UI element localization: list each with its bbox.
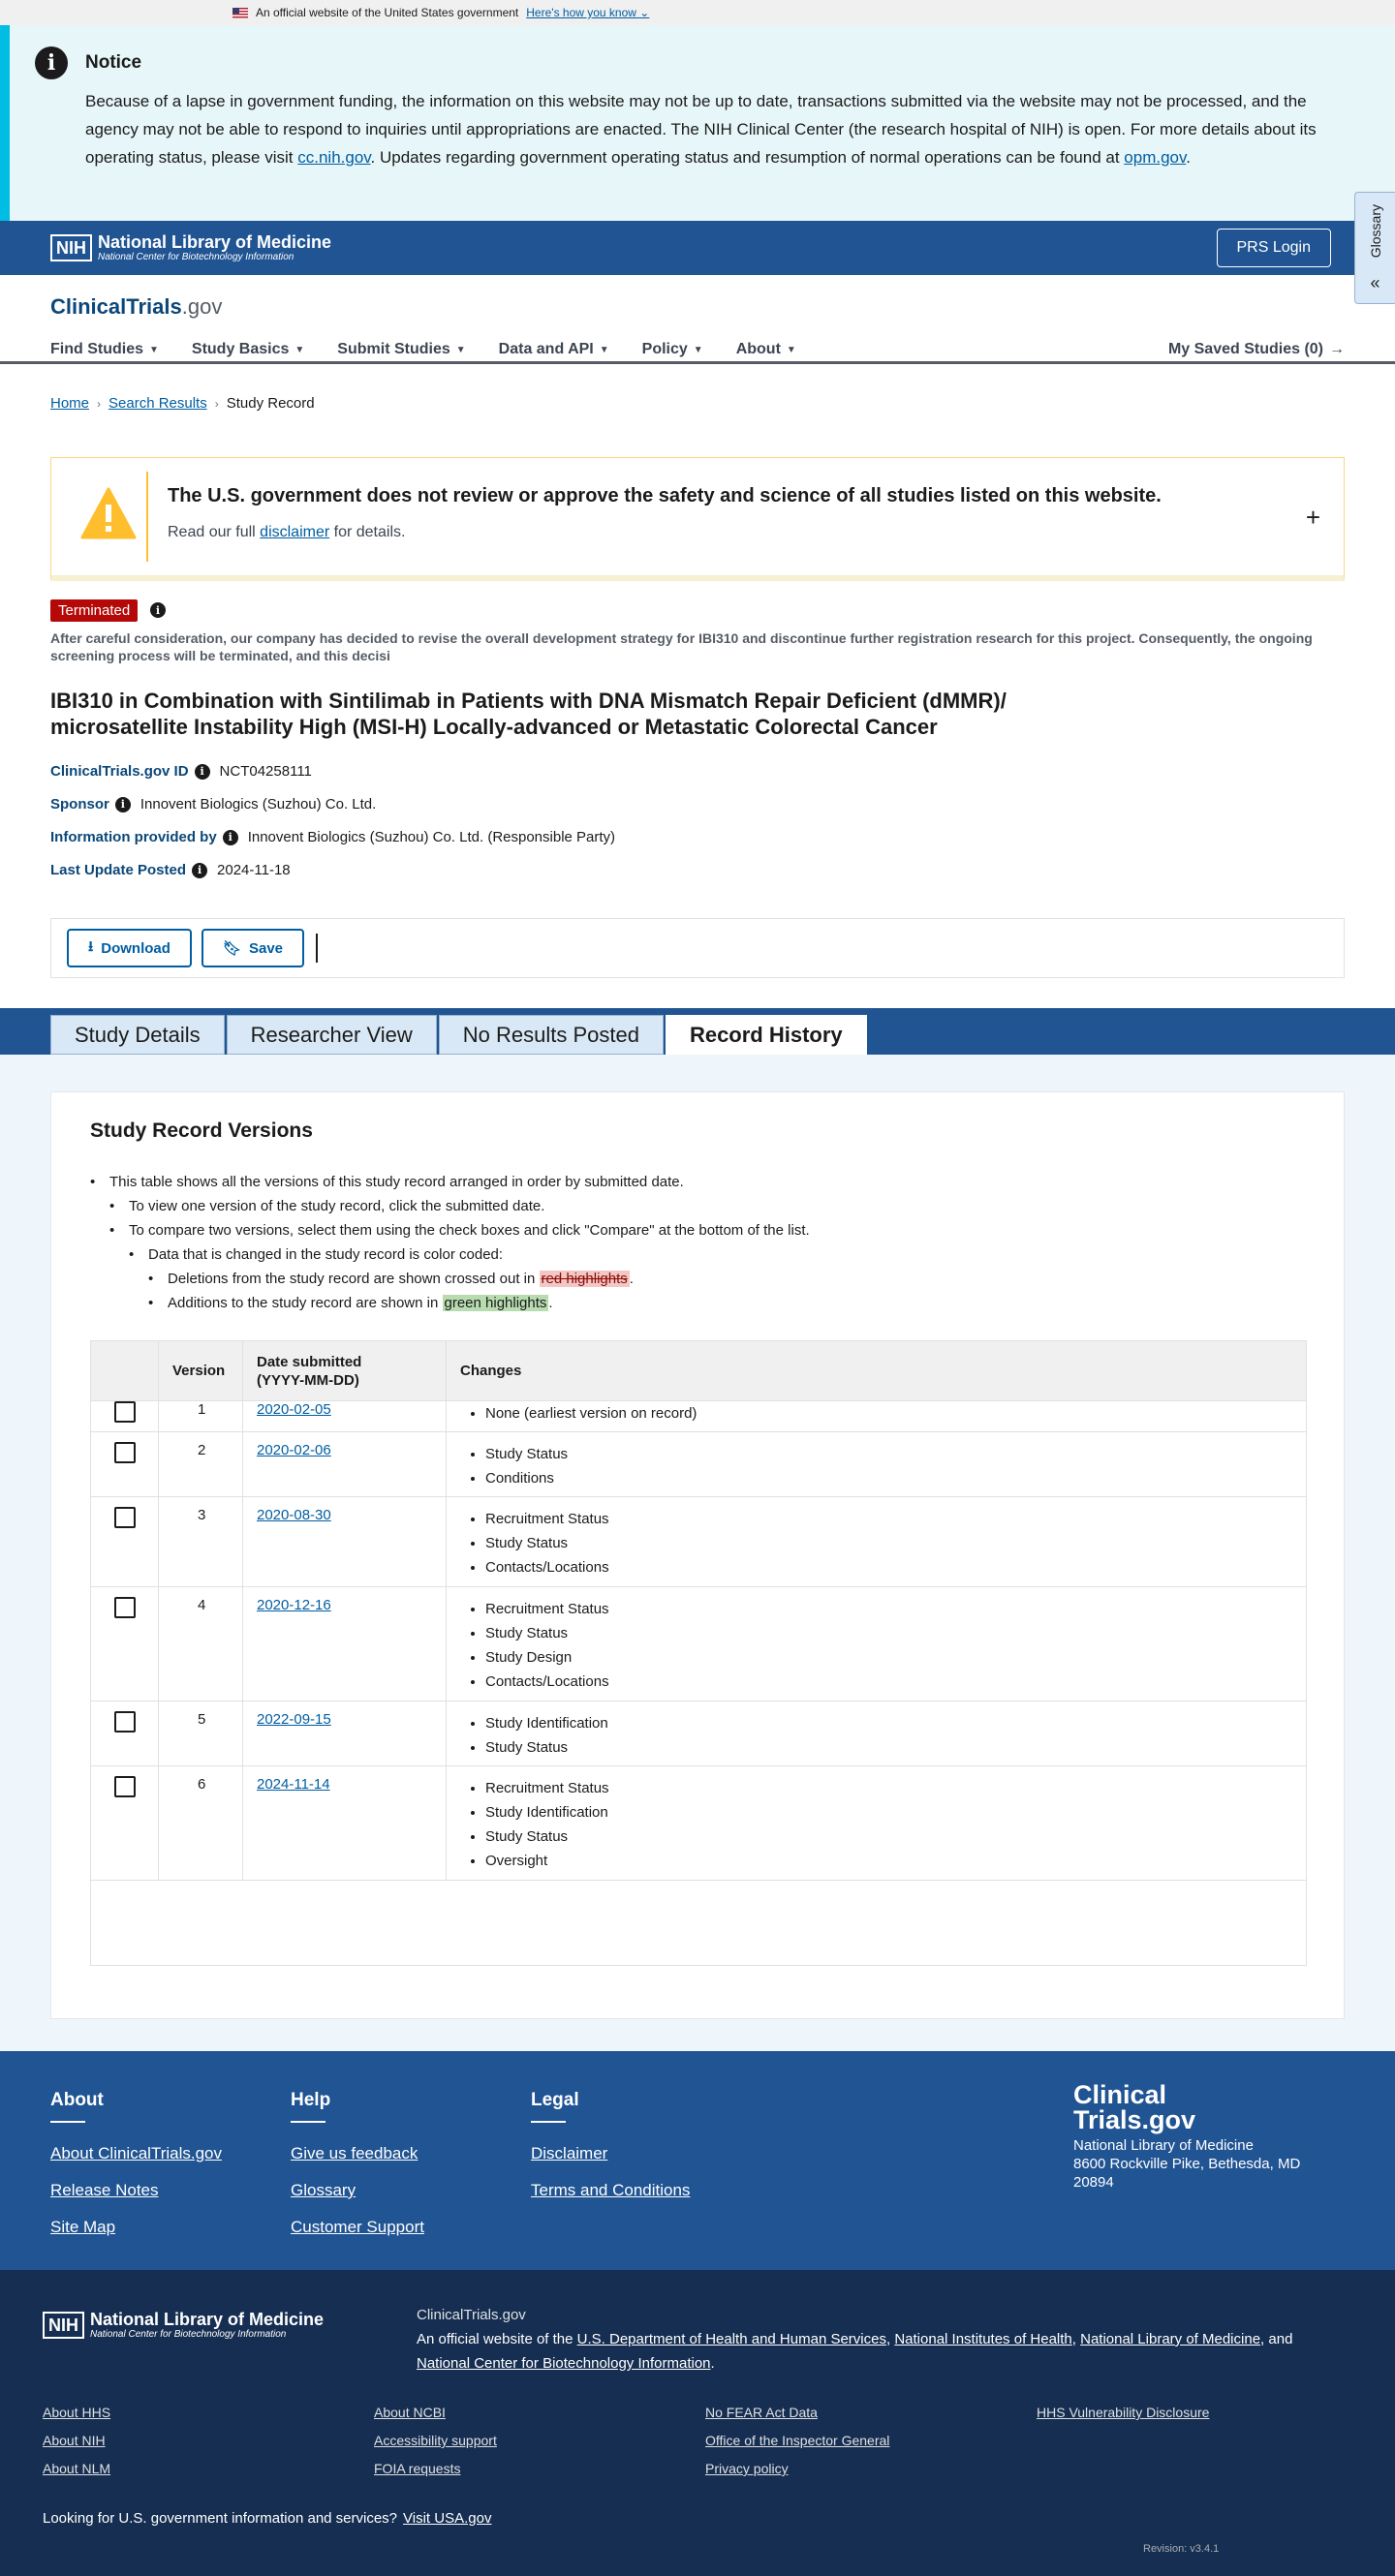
footer-org: National Library of Medicine [1073, 2137, 1254, 2154]
disclaimer-divider [146, 472, 148, 562]
version-date-link[interactable]: 2024-11-14 [257, 1776, 330, 1793]
chevron-down-icon: ▼ [599, 344, 609, 355]
footer-link[interactable]: Customer Support [291, 2218, 424, 2236]
version-number: 5 [159, 1702, 243, 1765]
tab-no-results-posted[interactable]: No Results Posted [439, 1015, 664, 1055]
footer-gov-statement: ClinicalTrials.gov An official website of the U.S. Department of Health and Human Services, National Institutes of Health, National Library of Medicine, and National Center for Biotechnology Information. [417, 2303, 1327, 2376]
nlm-title: National Library of Medicine [98, 232, 332, 252]
version-date-link[interactable]: 2020-02-05 [257, 1401, 331, 1418]
footer-heading: About [50, 2090, 222, 2123]
nih-logo-mark: NIH [50, 234, 92, 261]
site-header [0, 275, 1395, 364]
table-row [91, 1766, 1306, 1881]
study-title: IBI310 in Combination with Sintilimab in Patients with DNA Mismatch Repair Deficient (dMMR)/ microsatellite Instability High (MSI-H) Locally-advanced or Metastatic Colorectal Cancer [50, 689, 1007, 739]
green-highlight-sample: green highlights [444, 1295, 547, 1311]
footer-link[interactable]: Office of the Inspector General [705, 2433, 890, 2448]
change-item: • Recruitment Status [485, 1776, 1306, 1800]
footer-link[interactable]: Release Notes [50, 2181, 159, 2199]
footer-help-col [291, 2090, 424, 2239]
chevron-down-icon: ▼ [294, 344, 305, 355]
footer-heading: Legal [531, 2090, 690, 2123]
table-row [91, 1587, 1306, 1702]
nih-logo-mark: NIH [43, 2312, 84, 2339]
disclaimer-title: The U.S. government does not review or approve the safety and science of all studies listed on this website. [168, 485, 1162, 506]
footer-link[interactable]: HHS Vulnerability Disclosure [1037, 2405, 1210, 2420]
breadcrumb-home[interactable]: Home [50, 395, 90, 412]
instruction-item: • This table shows all the versions of this study record arranged in order by submitted date. [90, 1170, 810, 1194]
download-button[interactable]: ⭳ Download [67, 929, 192, 967]
chevron-down-icon: ▼ [149, 344, 159, 355]
version-number: 4 [159, 1587, 243, 1701]
footer-link[interactable]: Glossary [291, 2181, 356, 2199]
info-icon: i [35, 46, 68, 79]
footer-usa-gov: Looking for U.S. government information and services? Visit USA.gov [43, 2510, 492, 2527]
change-item: • Recruitment Status [485, 1507, 1306, 1531]
footer-link[interactable]: Disclaimer [531, 2144, 608, 2162]
footer-brand [1073, 2082, 1300, 2192]
footer-link[interactable]: Privacy policy [705, 2461, 789, 2476]
change-item: • Oversight [485, 1849, 1306, 1873]
actions-divider [316, 934, 318, 963]
chevron-right-icon: › [214, 396, 219, 411]
meta-last-update-posted: Last Update Posted i 2024-11-18 [50, 862, 291, 878]
version-checkbox[interactable] [114, 1507, 136, 1528]
change-item: • Contacts/Locations [485, 1555, 1306, 1579]
ncbi-link[interactable]: National Center for Biotechnology Information [417, 2355, 711, 2372]
version-checkbox[interactable] [114, 1401, 136, 1423]
version-checkbox[interactable] [114, 1711, 136, 1733]
change-item: • Study Identification [485, 1711, 1306, 1735]
change-item: • Study Design [485, 1645, 1306, 1670]
info-icon[interactable]: i [195, 764, 210, 780]
change-item: • Study Status [485, 1735, 1306, 1760]
expand-plus-icon[interactable]: + [1305, 503, 1320, 532]
info-icon[interactable]: i [223, 830, 238, 845]
table-row [91, 1702, 1306, 1766]
prs-login-button[interactable]: PRS Login [1217, 229, 1332, 267]
cc-nih-link[interactable]: cc.nih.gov [297, 148, 371, 167]
heres-how-you-know-link[interactable]: Here's how you know ⌄ [526, 6, 650, 19]
nlm-subtitle: National Center for Biotechnology Information [90, 2329, 287, 2340]
status-badge: Terminated [50, 599, 138, 622]
footer-link[interactable]: Site Map [50, 2218, 116, 2236]
version-number: 1 [159, 1392, 243, 1431]
footer-link[interactable]: About NIH [43, 2433, 106, 2448]
record-history-section [0, 1055, 1395, 2051]
header-date: Date submitted (YYYY-MM-DD) [243, 1341, 447, 1400]
breadcrumb-current: Study Record [226, 395, 315, 412]
version-date-link[interactable]: 2020-08-30 [257, 1507, 331, 1523]
meta-sponsor: Sponsor i Innovent Biologics (Suzhou) Co. Ltd. [50, 796, 377, 813]
version-number: 2 [159, 1432, 243, 1496]
footer-bottom [0, 2270, 1395, 2576]
version-checkbox[interactable] [114, 1776, 136, 1797]
download-icon: ⭳ [88, 937, 94, 955]
usa-gov-link[interactable]: Visit USA.gov [403, 2510, 492, 2527]
notice-title: Notice [85, 52, 142, 73]
footer-link[interactable]: Terms and Conditions [531, 2181, 691, 2199]
version-date-link[interactable]: 2022-09-15 [257, 1711, 331, 1728]
change-item: • Conditions [485, 1466, 1306, 1490]
footer-link[interactable]: FOIA requests [374, 2461, 461, 2476]
study-tabs-bar [0, 1008, 1395, 1055]
table-row [91, 1392, 1306, 1432]
info-icon[interactable]: i [192, 863, 207, 878]
versions-table [90, 1340, 1307, 1966]
footer-address: 20894 [1073, 2174, 1114, 2191]
double-chevron-left-icon: « [1370, 273, 1380, 292]
disclaimer-text: Read our full disclaimer for details. [168, 524, 406, 540]
meta-information-provided-by: Information provided by i Innovent Biologics (Suzhou) Co. Ltd. (Responsible Party) [50, 829, 616, 845]
change-item: • Study Status [485, 1531, 1306, 1555]
my-saved-studies-link[interactable]: My Saved Studies (0) → [1167, 341, 1345, 357]
study-actions [50, 918, 1345, 978]
warning-icon [80, 487, 137, 539]
revision-label: Revision: v3.4.1 [1143, 2543, 1220, 2555]
footer-top [0, 2051, 1395, 2270]
table-row [91, 1432, 1306, 1497]
tab-researcher-view[interactable]: Researcher View [227, 1015, 437, 1055]
footer-link[interactable]: About NLM [43, 2461, 111, 2476]
instruction-item: • Deletions from the study record are shown crossed out in red highlights . [90, 1267, 810, 1291]
meta-nct-id: ClinicalTrials.gov ID i NCT04258111 [50, 763, 312, 780]
footer-link[interactable]: Give us feedback [291, 2144, 418, 2162]
shutdown-notice [0, 25, 1395, 221]
nlm-logo[interactable] [50, 233, 331, 262]
instruction-item: • Data that is changed in the study record is color coded: [90, 1242, 810, 1267]
change-item: • Contacts/Locations [485, 1670, 1306, 1694]
footer-nlm-logo[interactable] [43, 2311, 324, 2340]
footer-link[interactable]: Accessibility support [374, 2433, 497, 2448]
instruction-item: • To compare two versions, select them using the check boxes and click "Compare" at the bottom of the list. [90, 1218, 810, 1242]
footer-link[interactable]: About HHS [43, 2405, 111, 2420]
disclaimer-banner [50, 457, 1345, 581]
disclaimer-link[interactable]: disclaimer [260, 524, 330, 540]
version-date-link[interactable]: 2020-12-16 [257, 1597, 331, 1613]
change-item: • Study Identification [485, 1800, 1306, 1825]
main-nav [50, 341, 1345, 358]
breadcrumb-search-results[interactable]: Search Results [108, 395, 207, 412]
history-title: Study Record Versions [90, 1119, 313, 1142]
info-icon[interactable]: i [115, 797, 131, 813]
change-item: • Study Status [485, 1442, 1306, 1466]
nav-data-and-api[interactable]: Data and API ▼ [498, 341, 609, 357]
instruction-item: • Additions to the study record are shown in green highlights . [90, 1291, 810, 1315]
nih-link[interactable]: National Institutes of Health [894, 2331, 1072, 2347]
termination-reason: After careful consideration, our company has decided to revise the overall development strategy for IBI310 and discontinue further registration research for this project. Consequently, the ongoing screening process will be terminated, and this decisi [50, 630, 1313, 663]
nav-find-studies[interactable]: Find Studies ▼ [50, 341, 159, 357]
nav-study-basics[interactable]: Study Basics ▼ [191, 341, 305, 357]
change-item: • None (earliest version on record) [485, 1401, 1306, 1426]
glossary-label: Glossary [1367, 204, 1383, 259]
footer-heading: Help [291, 2090, 424, 2123]
save-button[interactable]: 🔖︎ Save [202, 929, 304, 967]
nlm-header-bar [0, 221, 1395, 275]
hhs-link[interactable]: U.S. Department of Health and Human Services [576, 2331, 886, 2347]
footer-site-name: ClinicalTrials.gov [417, 2307, 526, 2323]
instruction-item: • To view one version of the study record, click the submitted date. [90, 1194, 810, 1218]
info-icon[interactable]: i [150, 602, 166, 618]
change-item: • Study Status [485, 1825, 1306, 1849]
tab-study-details[interactable]: Study Details [50, 1015, 225, 1055]
nav-about[interactable]: About ▼ [735, 341, 796, 357]
breadcrumb [50, 395, 315, 412]
arrow-right-icon: → [1329, 341, 1345, 357]
version-number: 3 [159, 1497, 243, 1586]
nav-policy[interactable]: Policy ▼ [641, 341, 703, 357]
version-checkbox[interactable] [114, 1597, 136, 1618]
footer-link[interactable]: No FEAR Act Data [705, 2405, 818, 2420]
footer-ct-logo[interactable]: Clinical Trials.gov [1073, 2080, 1196, 2134]
footer-legal-col [531, 2090, 690, 2202]
history-instructions [90, 1170, 810, 1315]
chevron-down-icon: ▼ [786, 344, 796, 355]
footer-link[interactable]: About ClinicalTrials.gov [50, 2144, 222, 2162]
nav-submit-studies[interactable]: Submit Studies ▼ [337, 341, 466, 357]
change-item: • Study Status [485, 1621, 1306, 1645]
gov-banner-text: An official website of the United States government [256, 6, 519, 19]
chevron-down-icon: ▼ [455, 344, 466, 355]
red-highlight-sample: red highlights [541, 1271, 628, 1287]
clinicaltrials-logo[interactable]: ClinicalTrials.gov [50, 294, 223, 319]
header-version: Version [159, 1341, 243, 1400]
nlm-title: National Library of Medicine [90, 2310, 325, 2329]
tab-record-history[interactable]: Record History [666, 1015, 867, 1055]
footer-link[interactable]: About NCBI [374, 2405, 446, 2420]
nlm-subtitle: National Center for Biotechnology Information [98, 252, 294, 262]
table-body [91, 1392, 1306, 1881]
footer-about-col [50, 2090, 222, 2239]
version-checkbox[interactable] [114, 1442, 136, 1463]
opm-link[interactable]: opm.gov [1124, 148, 1187, 167]
us-flag-icon [232, 8, 248, 18]
nlm-link[interactable]: National Library of Medicine [1080, 2331, 1261, 2347]
chevron-down-icon: ▼ [693, 344, 703, 355]
version-number: 6 [159, 1766, 243, 1880]
footer-address: 8600 Rockville Pike, Bethesda, MD [1073, 2156, 1301, 2172]
bookmark-icon: 🔖︎ [222, 940, 241, 957]
chevron-down-icon: ⌄ [639, 6, 650, 19]
header-changes: Changes [460, 1363, 522, 1379]
table-row [91, 1497, 1306, 1587]
chevron-right-icon: › [97, 396, 102, 411]
notice-text: Because of a lapse in government funding, the information on this website may not be up to date, transactions submitted via the website may not be processed, and the agency may not be able to respond to inquiries until appropriations are enacted. The NIH Clinical Center (the research hospital of NIH) is open. For more details about its operating status, please visit cc.nih.gov. Updates regarding government operating status and resumption of normal operations can be found at opm.gov. [85, 92, 1317, 167]
change-item: • Recruitment Status [485, 1597, 1306, 1621]
history-card [50, 1091, 1345, 2019]
gov-banner [0, 0, 1395, 25]
version-date-link[interactable]: 2020-02-06 [257, 1442, 331, 1458]
